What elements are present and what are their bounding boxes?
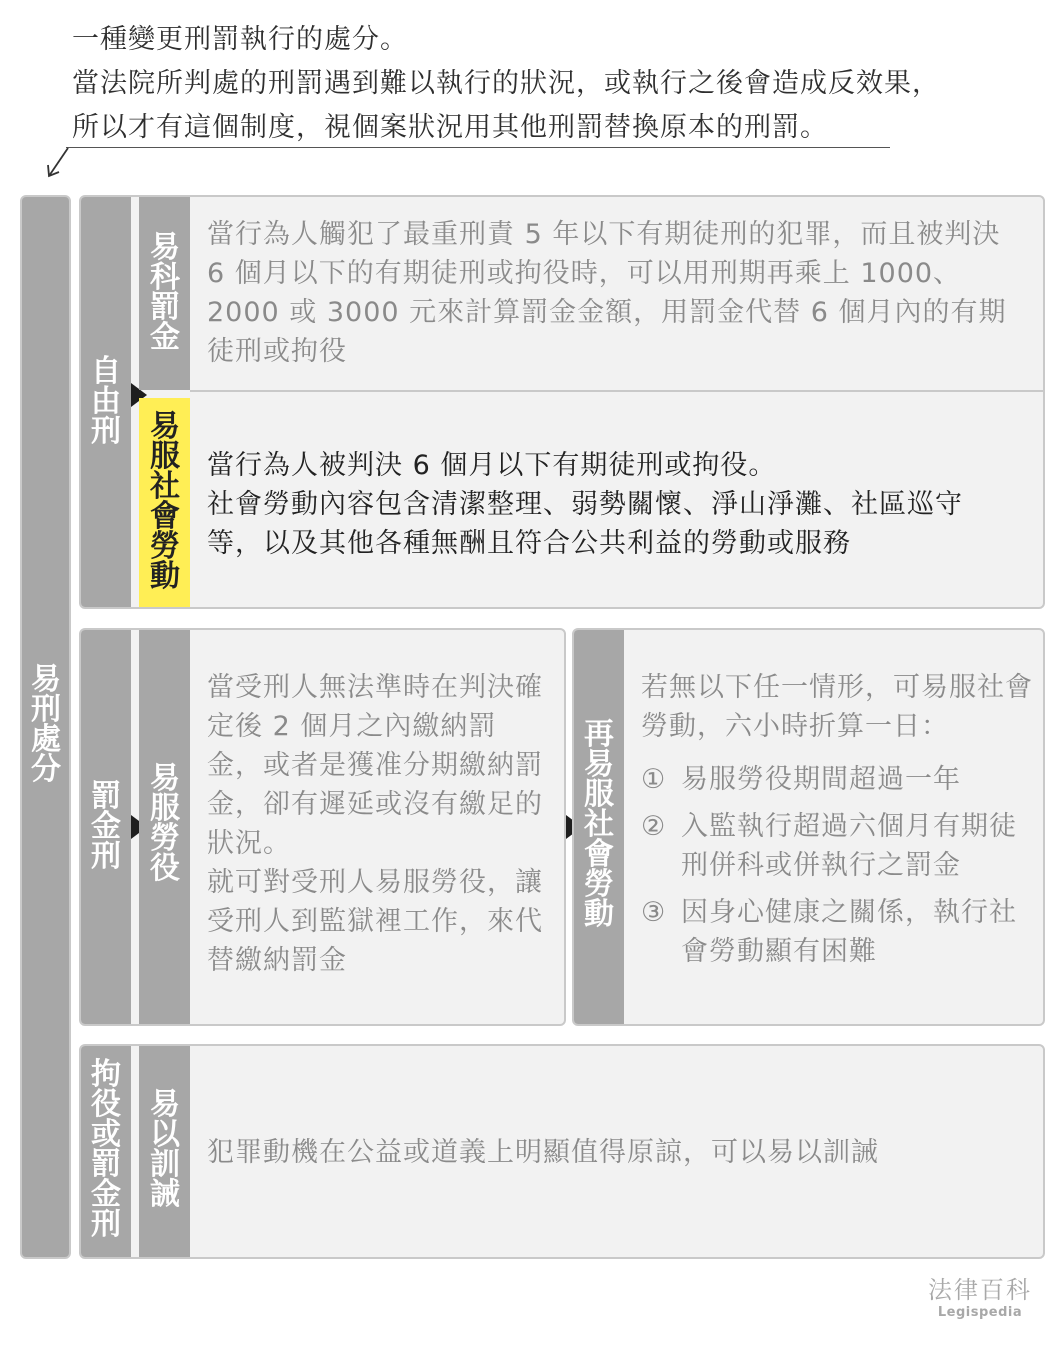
brand-logo	[928, 1276, 1032, 1322]
detention-label: 拘役或罰金刑	[91, 1057, 121, 1242]
root-label: 易刑處分	[31, 662, 61, 787]
brand-name: 法律百科	[928, 1276, 1032, 1304]
row-divider	[190, 390, 1043, 392]
liberty-strip	[81, 197, 131, 607]
pointer-arrow-icon	[44, 146, 74, 180]
liberty-label: 自由刑	[91, 354, 121, 449]
community-service-text	[207, 446, 1007, 563]
condition-text: 易服勞役期間超過一年	[681, 764, 961, 795]
intro-line-2: 當法院所判處的刑罰遇到難以執行的狀況，或執行之後會造成反效果，	[72, 68, 940, 99]
list-item	[641, 893, 1033, 971]
labor-label: 易服勞役	[150, 761, 180, 886]
fine-label: 罰金刑	[91, 779, 121, 874]
re-community-service-intro: 若無以下任一情形，可易服社會勞動，六小時折算一日：	[641, 672, 1033, 742]
list-item	[641, 807, 1033, 885]
admonition-text: 犯罪動機在公益或道義上明顯值得原諒，可以易以訓誡	[207, 1137, 879, 1168]
fine-conversion-label: 易科罰金	[150, 230, 180, 355]
detention-strip	[81, 1046, 131, 1257]
labor-strip	[139, 630, 190, 1024]
admonition-label: 易以訓誡	[150, 1087, 180, 1212]
list-item	[641, 760, 1033, 799]
brand-name-en: Legispedia	[937, 1305, 1023, 1320]
labor-paragraph-2: 就可對受刑人易服勞役，讓受刑人到監獄裡工作，來代替繳納罰金	[207, 867, 543, 976]
community-service-strip	[139, 398, 190, 607]
labor-paragraph-1: 當受刑人無法準時在判決確定後 2 個月之內繳納罰金，或者是獲准分期繳納罰金，卻有遲延或沒有繳足的狀況。	[207, 672, 543, 859]
community-service-label: 易服社會勞動	[150, 409, 180, 594]
community-service-line-1: 當行為人被判決 6 個月以下有期徒刑或拘役。	[207, 450, 777, 481]
circled-number-1-icon: ①	[641, 764, 667, 795]
condition-list	[641, 760, 1033, 971]
fine-conversion-text: 當行為人觸犯了最重刑責 5 年以下有期徒刑的犯罪，而且被判決 6 個月以下的有期徒刑或拘役時，可以用刑期再乘上 1000、2000 或 3000 元來計算罰金金額，用罰金代替 6 個月內的有期徒刑或拘役	[207, 219, 1007, 367]
root-strip	[20, 195, 71, 1259]
fine-conversion-strip	[139, 197, 190, 390]
community-service-line-2: 社會勞動內容包含清潔整理、弱勢關懷、淨山淨灘、社區巡守等，以及其他各種無酬且符合公共利益的勞動或服務	[207, 489, 963, 559]
re-community-service-strip	[574, 630, 624, 1024]
re-community-service-label: 再易服社會勞動	[584, 717, 614, 932]
re-community-service-text	[641, 668, 1033, 979]
condition-text: 入監執行超過六個月有期徒刑併科或併執行之罰金	[681, 811, 1017, 881]
condition-text: 因身心健康之關係，執行社會勞動顯有困難	[681, 897, 1017, 967]
intro-line-1: 一種變更刑罰執行的處分。	[72, 24, 408, 55]
intro-text	[72, 18, 1032, 150]
intro-line-3: 所以才有這個制度，視個案狀況用其他刑罰替換原本的刑罰。	[72, 112, 828, 143]
fine-strip	[81, 630, 131, 1024]
intro-underline	[66, 147, 890, 148]
circled-number-3-icon: ③	[641, 897, 667, 928]
labor-text	[207, 668, 552, 980]
admonition-strip	[139, 1046, 190, 1257]
circled-number-2-icon: ②	[641, 811, 667, 842]
